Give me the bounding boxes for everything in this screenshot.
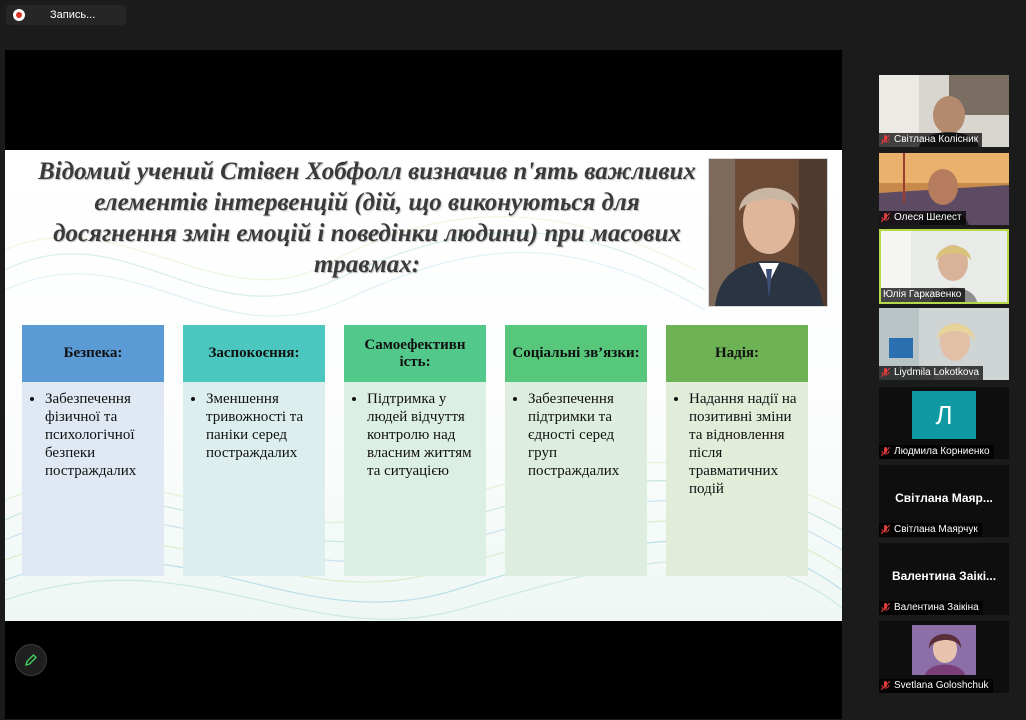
participant-tile[interactable] (879, 75, 1009, 147)
pencil-icon (24, 653, 38, 667)
mic-muted-icon (881, 681, 890, 691)
participant-tile[interactable] (879, 308, 1009, 380)
mic-muted-icon (881, 368, 890, 378)
participant-tile[interactable] (879, 621, 1009, 693)
mic-muted-icon (881, 135, 890, 145)
participant-name-tag: Liydmila Lokotkova (879, 366, 983, 380)
participant-name-tag: Світлана Колісник (879, 133, 982, 147)
card-hope-heading: Надія: (666, 325, 808, 382)
card-safety (22, 325, 164, 576)
participant-tile[interactable] (879, 543, 1009, 615)
card-hope (666, 325, 808, 576)
portrait-photo (708, 158, 828, 307)
card-calming (183, 325, 325, 576)
card-social-ties (505, 325, 647, 576)
card-social-ties-heading: Соціальні зв’язки: (505, 325, 647, 382)
card-self-efficacy-text: • Підтримка у людей відчуття контролю над власним життям та ситуацією (367, 390, 478, 480)
participant-name-tag: Svetlana Goloshchuk (879, 679, 993, 693)
presentation-slide (5, 150, 842, 621)
participant-name-tag: Валентина Заікіна (879, 601, 983, 615)
card-self-efficacy (344, 325, 486, 576)
recording-indicator[interactable] (6, 5, 126, 25)
mic-muted-icon (881, 213, 890, 223)
annotate-button[interactable] (15, 644, 47, 676)
mic-muted-icon (881, 603, 890, 613)
recording-label: Запись... (50, 9, 96, 21)
participant-name-tag: Світлана Маярчук (879, 523, 982, 537)
card-hope-text: • Надання надії на позитивні зміни та відновлення після травматичних подій (689, 390, 800, 498)
participant-tile[interactable] (879, 153, 1009, 225)
card-calming-heading: Заспокоєння: (183, 325, 325, 382)
participant-tile[interactable] (879, 465, 1009, 537)
participant-tile-active-speaker[interactable] (879, 229, 1009, 304)
mic-muted-icon (881, 525, 890, 535)
shared-screen (5, 50, 842, 719)
card-social-ties-text: • Забезпечення підтримки та єдності серед груп постраждалих (528, 390, 639, 480)
participant-tile[interactable] (879, 387, 1009, 459)
slide-title: Відомий учений Стівен Хобфолл визначив п'ять важливих елементів інтервенцій (дій, що виконуються для досягнення змін емоцій і поведінки людини) при масових травмах: (38, 158, 696, 278)
record-icon (13, 9, 25, 21)
mic-muted-icon (881, 447, 890, 457)
participant-name-tag: Юлія Гаркавенко (881, 288, 965, 302)
card-self-efficacy-heading: Самоефективн ість: (344, 325, 486, 382)
participant-name-tag: Олеся Шелест (879, 211, 966, 225)
card-calming-text: • Зменшення тривожності та паніки серед постраждалих (206, 390, 317, 462)
participant-display-name: Світлана Маяр... (895, 491, 993, 505)
card-safety-heading: Безпека: (22, 325, 164, 382)
avatar-initial: Л (912, 391, 976, 439)
card-safety-text: • Забезпечення фізичної та психологічної безпеки постраждалих (45, 390, 156, 480)
participant-name-tag: Людмила Корниенко (879, 445, 994, 459)
participant-display-name: Валентина Заікі... (891, 569, 997, 583)
